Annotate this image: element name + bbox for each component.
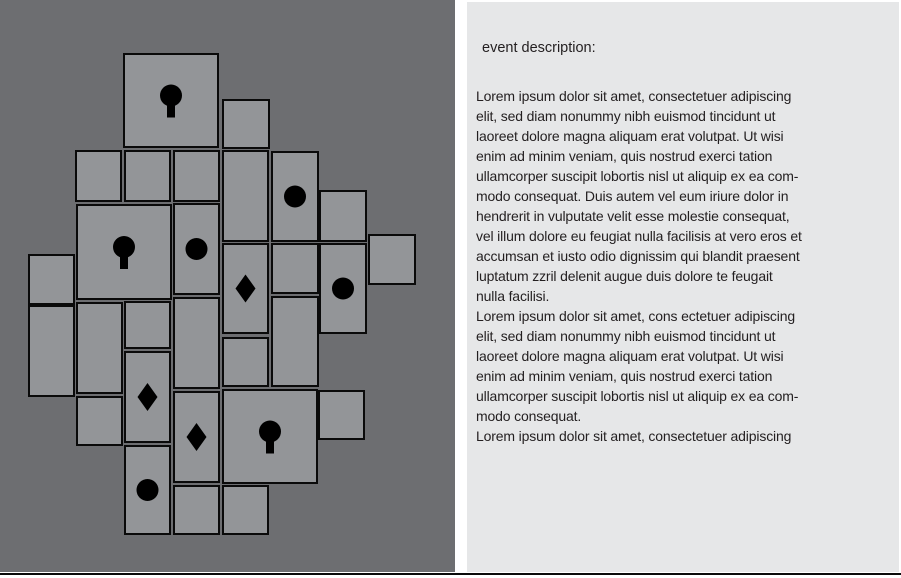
map-room[interactable] (125, 446, 170, 534)
event-description-body: Lorem ipsum dolor sit amet, consectetuer adipiscing elit, sed diam nonummy nibh euismod tincidunt ut laoreet dolore magna aliquam erat volutpat. Ut wisi enim ad minim veniam, quis nostrud exerci tation ullamcorper suscipit lobortis nisl ut aliquip ex ea com- modo consequat. Duis autem vel eum iriure dolor in hendrerit in vulputate velit esse molestie consequat, vel illum dolore eu feugiat nulla facilisis at vero eros et accumsan et iusto odio dignissim qui blandit praesent luptatum zzril delenit augue duis dolore te feugait nulla facilisi. Lorem ipsum dolor sit amet, cons ectetuer adipiscing elit, sed diam nonummy nibh euismod tincidunt ut laoreet dolore magna aliquam erat volutpat. Ut wisi enim ad minim veniam, quis nostrud exerci tation ullamcorper suscipit lobortis nisl ut aliquip ex ea com- modo consequat. Lorem ipsum dolor sit amet, consectetuer adipiscing (476, 88, 802, 444)
map-room[interactable] (223, 390, 317, 483)
map-room[interactable] (319, 391, 364, 439)
map-room[interactable] (223, 244, 268, 333)
map-room[interactable] (223, 151, 268, 241)
map-room[interactable] (272, 152, 318, 241)
map-room[interactable] (272, 297, 318, 386)
map-room[interactable] (125, 352, 170, 442)
map-room[interactable] (174, 486, 219, 534)
dungeon-map (0, 0, 455, 572)
map-room[interactable] (125, 151, 170, 201)
map-room[interactable] (77, 303, 122, 393)
event-description-heading: event description: (482, 40, 596, 56)
map-room[interactable] (320, 244, 366, 333)
bottom-divider (0, 573, 901, 575)
map-room[interactable] (77, 205, 171, 299)
map-room[interactable] (77, 397, 122, 445)
map-room[interactable] (174, 204, 219, 294)
map-room[interactable] (29, 255, 74, 304)
map-room[interactable] (223, 100, 269, 148)
map-room[interactable] (223, 338, 268, 386)
dungeon-map-panel (0, 0, 455, 572)
circle-icon (137, 479, 159, 501)
map-room[interactable] (125, 302, 170, 348)
event-description-panel (467, 2, 899, 572)
map-room[interactable] (174, 298, 219, 388)
circle-icon (332, 278, 354, 300)
map-room[interactable] (174, 151, 219, 201)
map-room[interactable] (124, 54, 218, 147)
circle-icon (284, 186, 306, 208)
map-room[interactable] (223, 486, 268, 534)
map-room[interactable] (272, 244, 318, 293)
map-room[interactable] (174, 392, 219, 482)
map-room[interactable] (29, 306, 74, 396)
map-room[interactable] (320, 191, 366, 241)
map-room[interactable] (369, 235, 415, 284)
map-room[interactable] (76, 151, 121, 201)
circle-icon (186, 238, 208, 260)
